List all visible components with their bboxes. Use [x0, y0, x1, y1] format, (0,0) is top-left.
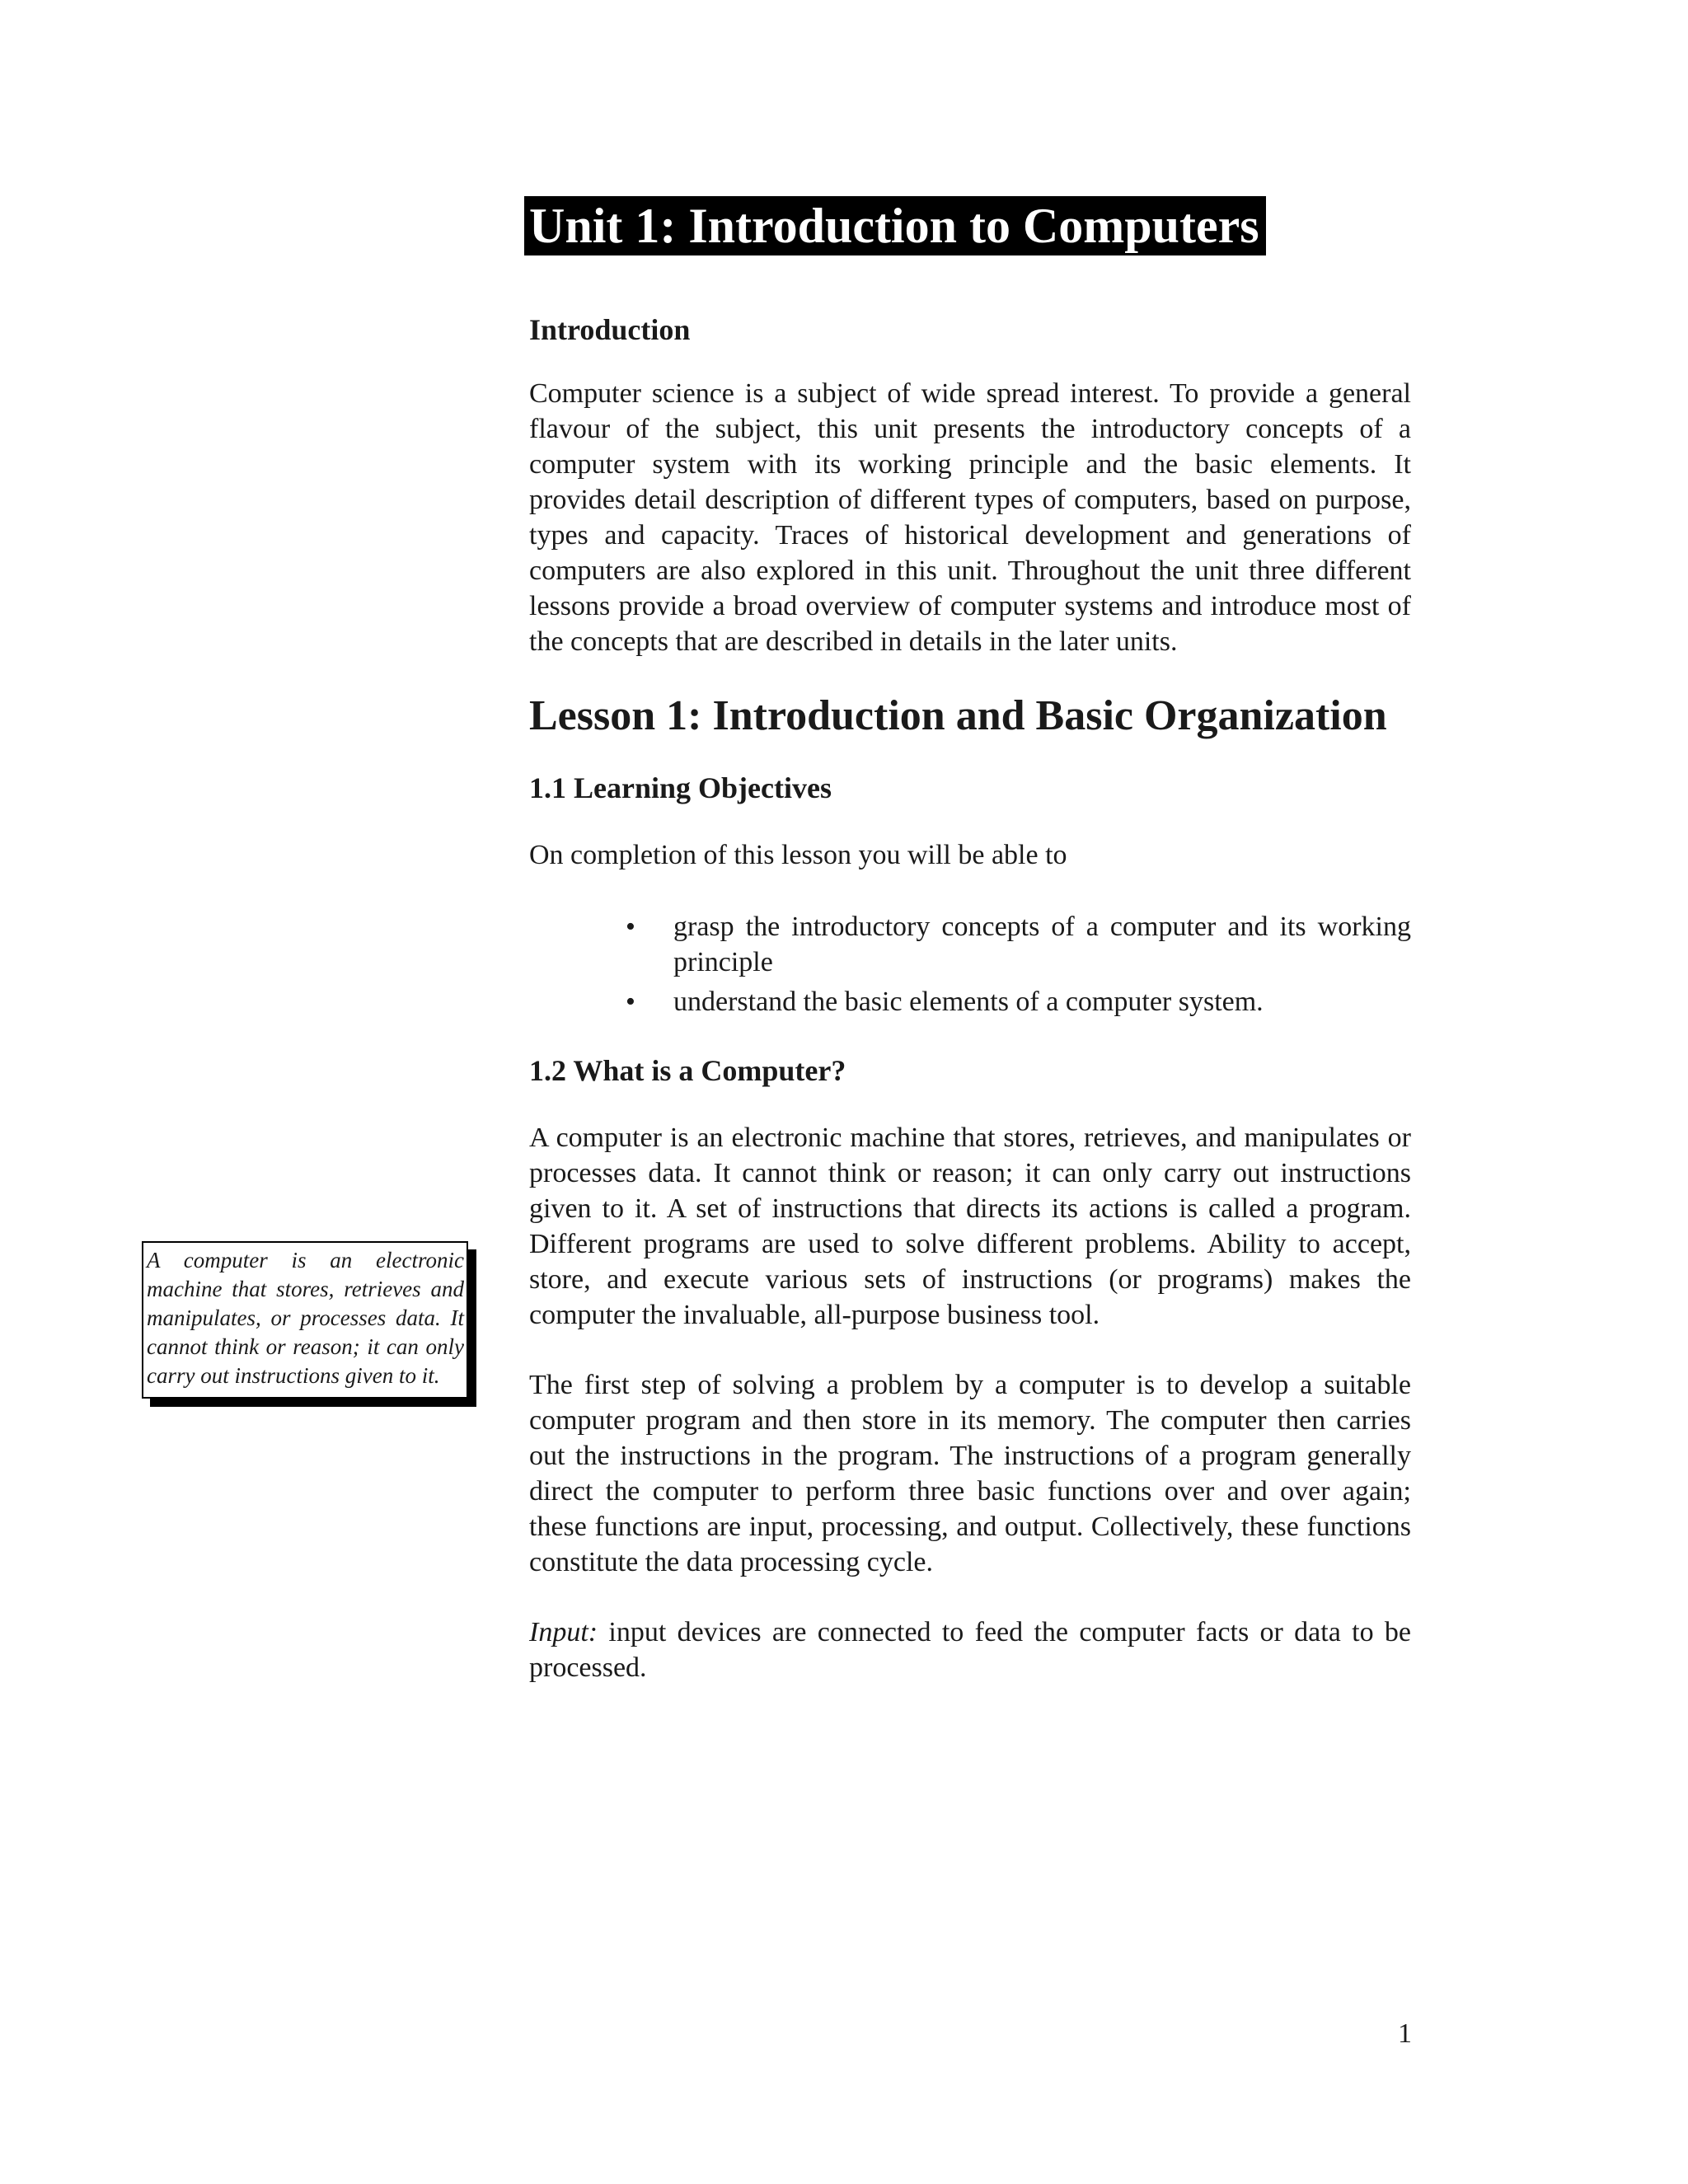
- lesson-title: Lesson 1: Introduction and Basic Organization: [529, 692, 1387, 739]
- objectives-list: [529, 909, 1411, 1019]
- objective-text: understand the basic elements of a computer system.: [673, 987, 1264, 1017]
- list-item: [626, 909, 1411, 980]
- what-is-computer-heading: 1.2 What is a Computer?: [529, 1054, 846, 1087]
- unit-title: Unit 1: Introduction to Computers: [524, 196, 1266, 255]
- input-text: input devices are connected to feed the computer facts or data to be processed.: [529, 1617, 1411, 1683]
- main-column: [529, 312, 1411, 1685]
- bullet-icon: •: [626, 912, 635, 942]
- introduction-paragraph: Computer science is a subject of wide spread interest. To provide a general flavour of the subject, this unit presents the introductory concepts of a computer system with its working principle and the basic elements. It provides detail description of different types of computers, based on purpose, types and capacity. Traces of historical development and generations of computers are also explored in this unit. Throughout the unit three different lessons provide a broad overview of computer systems and introduce most of the concepts that are described in details in the later units.: [529, 378, 1411, 657]
- input-paragraph: [529, 1615, 1411, 1685]
- input-label: Input:: [529, 1617, 598, 1647]
- bullet-icon: •: [626, 987, 635, 1017]
- objective-text: grasp the introductory concepts of a computer and its working principle: [673, 912, 1411, 977]
- what-is-paragraph-1: A computer is an electronic machine that stores, retrieves, and manipulates or processes data. It cannot think or reason; it can only carry out instructions given to it. A set of instructions that directs its actions is called a program. Different programs are used to solve different problems. Ability to accept, store, and execute various sets of instructions (or programs) makes the computer the invaluable, all-purpose business tool.: [529, 1122, 1411, 1330]
- list-item: [626, 984, 1411, 1019]
- introduction-heading: Introduction: [529, 313, 691, 346]
- page-number: 1: [1398, 2018, 1412, 2049]
- what-is-paragraph-2: The first step of solving a problem by a computer is to develop a suitable computer program and then store in its memory. The computer then carries out the instructions in the program. The instructions of a program generally direct the computer to perform three basic functions over and over again; these functions are input, processing, and output. Collectively, these functions constitute the data processing cycle.: [529, 1370, 1411, 1577]
- objectives-intro: On completion of this lesson you will be able to: [529, 840, 1067, 870]
- sidebar-note: A computer is an electronic machine that stores, retrieves and manipulates, or processes data. It cannot think or reason; it can only carry out instructions given to it.: [142, 1241, 468, 1399]
- learning-objectives-heading: 1.1 Learning Objectives: [529, 771, 832, 804]
